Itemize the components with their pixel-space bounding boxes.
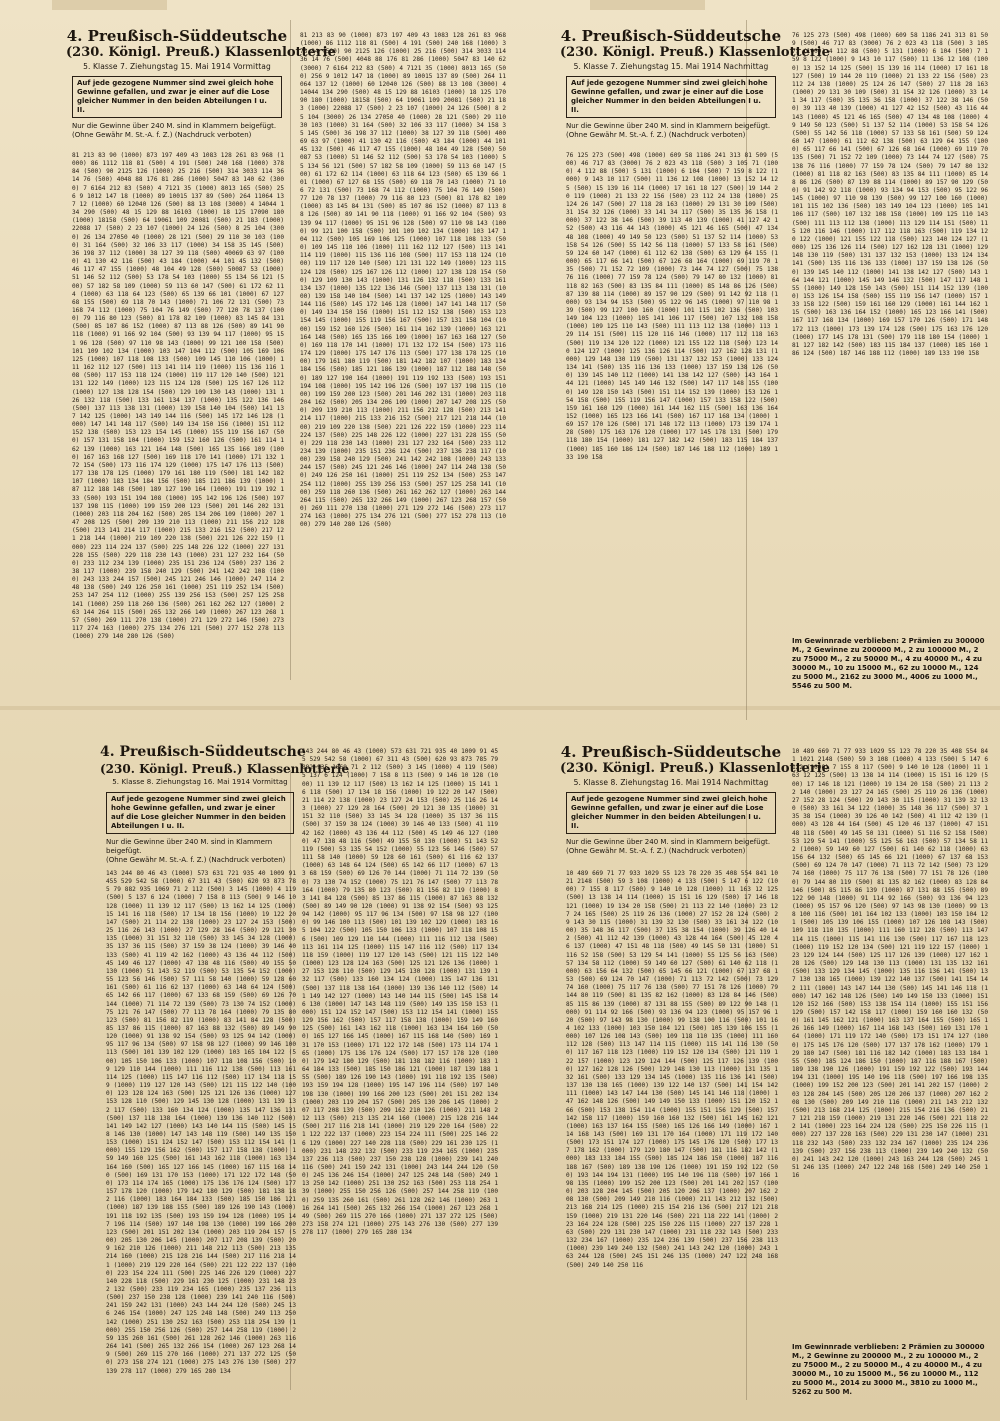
panel-subtitle: (230. Königl. Preuß.) Klassenlotterie	[66, 45, 336, 60]
winning-numbers-col: 10 489 669 71 77 933 1029 55 123 78 220 35 408 554 841 1021 2148 (500) 59 3 108 (1000) 4 133 (500) 5 147 6 122 (1000) 7 155 8 117 (500) 9 140 10 128 (1000) 11 163 12 125 (500) 13 138 14 114 (1000) 15 151 16 129 (500) 17 146 18 121 (1000) 19 134 20 158 (500) 21 113 22 140 (1000) 23 127 24 165 (500) 25 119 26 136 (1000) 27 152 28 124 (500) 29 143 30 115 (1000) 31 139 32 130 (500) 33 161 34 122 (1000) 35 148 36 117 (500) 37 135 38 154 (1000) 39 126 40 142 (500) 41 112 42 139 (1000) 43 128 44 164 (500) 45 120 46 137 (1000) 47 151 48 118 (500) 49 145 50 131 (1000) 51 116 52 158 (500) 53 129 54 141 (1000) 55 125 56 163 (500) 57 134 58 112 (1000) 59 149 60 127 (500) 61 140 62 118 (1000) 63 156 64 132 (500) 65 145 66 121 (1000) 67 137 68 153 (500) 69 124 70 147 (1000) 71 113 72 142 (500) 73 129 74 160 (1000) 75 117 76 138 (500) 77 151 78 126 (1000) 79 144 80 119 (500) 81 135 82 162 (1000) 83 128 84 146 (500) 85 115 86 139 (1000) 87 131 88 155 (500) 89 122 90 148 (1000) 91 114 92 166 (500) 93 136 94 123 (1000) 95 157 96 120 (500) 97 143 98 130 (1000) 99 138 100 116 (500) 101 164 102 133 (1000) 103 150 104 121 (500) 105 139 106 155 (1000) 107 126 108 143 (500) 109 118 110 135 (1000) 111 160 112 128 (500) 113 147 114 115 (1000) 115 141 116 130 (500) 117 167 118 123 (1000) 119 152 120 134 (500) 121 119 122 157 (1000) 123 129 124 144 (500) 125 117 126 139 (1000) 127 162 128 126 (500) 129 148 130 113 (1000) 131 135 132 161 (500) 133 129 134 145 (1000) 135 116 136 141 (500) 137 130 138 165 (1000) 139 122 140 137 (500) 141 154 142 111 (1000) 143 147 144 130 (500) 145 141 146 118 (1000) 147 162 148 126 (500) 149 149 150 133 (1000) 151 120 152 166 (500) 153 138 154 114 (1000) 155 151 156 129 (500) 157 142 158 117 (1000) 159 160 160 132 (500) 161 145 162 121 (1000) 163 137 164 155 (500) 165 126 166 149 (1000) 167 114 168 143 (500) 169 131 170 164 (1000) 171 119 172 140 (500) 173 151 174 127 (1000) 175 145 176 120 (500) 177 137 178 162 (1000) 179 129 180 147 (500) 181 116 182 142 (1000) 183 133 184 155 (500) 185 124 186 150 (1000) 187 116 188 167 (500) 189 138 190 126 (1000) 191 159 192 122 (500) 193 144 194 131 (1000) 195 140 196 118 (500) 197 166 198 135 (1000) 199 152 200 123 (500) 201 141 202 157 (1000) 203 128 204 145 (500) 205 120 206 137 (1000) 207 162 208 130 (500) 209 149 210 116 (1000) 211 143 212 132 (500) 213 168 214 125 (1000) 215 154 216 136 (500) 217 121 218 159 (1000) 219 131 220 146 (500) 221 118 222 141 (1000) 223 164 224 128 (500) 225 150 226 115 (1000) 227 137 228 163 (500) 229 131 230 147 (1000) 231 118 232 143 (500) 233 132 234 167 (1000) 235 124 236 139 (500) 237 156 238 113 (1000) 239 149 240 132 (500) 241 143 242 120 (1000) 243 163 244 128 (500) 245 151 246 135 (1000) 247 122 248 168 (500) 249 140 250 116	[566, 870, 778, 1269]
winning-numbers-col: 76 125 273 (500) 498 (1000) 609 58 1186 241 313 81 509 (500) 46 717 83 (3000) 76 2 023 43 118 (500) 3 105 71 (1000) 4 112 88 (500) 5 131 (1000) 6 104 (500) 7 159 8 122 (1000) 9 143 10 117 (500) 11 136 12 108 (1000) 13 152 14 125 (500) 15 139 16 114 (1000) 17 161 18 127 (500) 19 144 20 119 (1000) 21 133 22 156 (500) 23 112 24 138 (1000) 25 124 26 147 (500) 27 118 28 163 (1000) 29 131 30 109 (500) 31 154 32 126 (1000) 33 141 34 117 (500) 35 135 36 158 (1000) 37 122 38 146 (500) 39 113 40 139 (1000) 41 127 42 152 (500) 43 116 44 143 (1000) 45 121 46 165 (500) 47 134 48 108 (1000) 49 149 50 123 (500) 51 137 52 114 (1000) 53 158 54 126 (500) 55 142 56 118 (1000) 57 133 58 161 (500) 59 124 60 147 (1000) 61 112 62 138 (500) 63 129 64 155 (1000) 65 117 66 141 (500) 67 126 68 164 (1000) 69 119 70 135 (500) 71 152 72 109 (1000) 73 144 74 127 (500) 75 138 76 116 (1000) 77 159 78 124 (500) 79 147 80 132 (1000) 81 118 82 163 (500) 83 135 84 111 (1000) 85 148 86 126 (500) 87 139 88 114 (1000) 89 157 90 129 (500) 91 142 92 118 (1000) 93 134 94 153 (500) 95 122 96 145 (1000) 97 110 98 139 (500) 99 127 100 160 (1000) 101 115 102 136 (500) 103 149 104 123 (1000) 105 141 106 117 (500) 107 132 108 158 (1000) 109 125 110 143 (500) 111 113 112 138 (1000) 113 129 114 151 (500) 115 120 116 146 (1000) 117 112 118 163 (500) 119 134 120 122 (1000) 121 155 122 118 (500) 123 140 124 127 (1000) 125 136 126 114 (500) 127 162 128 131 (1000) 129 148 130 119 (500) 131 137 132 153 (1000) 133 124 134 141 (500) 135 116 136 133 (1000) 137 159 138 126 (500) 139 145 140 112 (1000) 141 138 142 127 (500) 143 164 144 121 (1000) 145 149 146 132 (500) 147 117 148 155 (1000) 149 128 150 143 (500) 151 114 152 139 (1000) 153 126 154 158 (500) 155 119 156 147 (1000) 157 133 158 122 (500) 159 161 160 129 (1000) 161 144 162 115 (500) 163 136 164 152 (1000) 165 123 166 141 (500) 167 117 168 134 (1000) 169 157 170 126 (500) 171 148 172 113 (1000) 173 139 174 128 (500) 175 163 176 120 (1000) 177 145 178 131 (500) 179 118 180 154 (1000) 181 127 182 142 (500) 183 115 184 137 (1000) 185 160 186 124 (500) 187 146 188 112 (1000) 189 133 190 158	[792, 32, 988, 358]
panel-subtitle: (230. Königl. Preuß.) Klassenlotterie	[560, 45, 830, 60]
panel-header	[66, 28, 336, 72]
panel-note: (Ohne Gewähr M. St.-A. f. Z.) (Nachdruck verboten)	[566, 847, 746, 855]
winning-numbers-col: 81 213 83 90 (1000) 873 197 409 43 1083 128 261 83 968 (1000) 86 1112 118 81 (500) 4 191 (500) 240 168 (1000) 378 84 (500) 90 2125 126 (1000) 25 216 (500) 314 3033 114 36 14 76 (500) 4048 88 176 81 286 (1000) 5047 83 140 62 (3000) 7 6164 212 83 (500) 4 7121 35 (1000) 8013 165 (500) 256 9 1012 147 18 (1000) 89 10015 137 89 (500) 264 11064 137 12 (1000) 60 12040 126 (500) 88 13 108 (3000) 4 14044 134 290 (500) 48 15 129 88 16103 (1000) 18 125 17090 180 (1000) 18158 (500) 64 19061 109 20081 (500) 21 183 (1000) 22088 17 (500) 2 23 107 (1000) 24 126 (500) 8 25 104 (3000) 26 134 27050 40 (1000) 28 121 (500) 29 110 30 103 (1000) 31 164 (500) 32 106 33 117 (1000) 34 158 35 145 (500) 36 198 37 112 (1000) 38 127 39 118 (500) 40069 63 97 (1000) 41 130 42 116 (500) 43 184 (1000) 44 101 45 132 (500) 46 117 47 155 (1000) 48 104 49 128 (500) 50087 53 (1000) 51 146 52 112 (500) 53 178 54 103 (1000) 55 134 56 121 (500) 57 182 58 109 (1000) 59 113 60 147 (500) 61 172 62 114 (1000) 63 118 64 123 (500) 65 139 66 101 (1000) 67 127 68 155 (500) 69 118 70 143 (1000) 71 106 72 131 (500) 73 168 74 112 (1000) 75 104 76 149 (500) 77 120 78 137 (1000) 79 116 80 123 (500) 81 178 82 109 (1000) 83 145 84 131 (500) 85 107 86 152 (1000) 87 113 88 126 (500) 89 141 90 118 (1000) 91 166 92 104 (500) 93 139 94 117 (1000) 95 151 96 128 (500) 97 110 98 143 (1000) 99 121 100 158 (500) 101 109 102 134 (1000) 103 147 104 112 (500) 105 169 106 125 (1000) 107 118 108 133 (500) 109 145 110 106 (1000) 111 162 112 127 (500) 113 141 114 119 (1000) 115 136 116 108 (500) 117 153 118 124 (1000) 119 117 120 140 (500) 121 131 122 149 (1000) 123 115 124 128 (500) 125 167 126 112 (1000) 127 138 128 154 (500) 129 109 130 143 (1000) 131 126 132 118 (500) 133 161 134 137 (1000) 135 122 136 146 (500) 137 113 138 131 (1000) 139 158 140 104 (500) 141 137 142 125 (1000) 143 149 144 116 (500) 145 172 146 128 (1000) 147 141 148 117 (500) 149 134 150 156 (1000) 151 112 152 138 (500) 153 123 154 145 (1000) 155 119 156 167 (500) 157 131 158 104 (1000) 159 152 160 126 (500) 161 114 162 139 (1000) 163 121 164 148 (500) 165 135 166 109 (1000) 167 163 168 127 (500) 169 118 170 141 (1000) 171 132 172 154 (500) 173 116 174 129 (1000) 175 147 176 113 (500) 177 138 178 125 (1000) 179 161 180 119 (500) 181 142 182 107 (1000) 183 134 184 156 (500) 185 121 186 139 (1000) 187 112 188 148 (500) 189 127 190 164 (1000) 191 119 192 133 (500) 193 151 194 108 (1000) 195 142 196 126 (500) 197 137 198 115 (1000) 199 159 200 123 (500) 201 146 202 131 (1000) 203 118 204 162 (500) 205 134 206 109 (1000) 207 147 208 125 (500) 209 139 210 113 (1000) 211 156 212 128 (500) 213 141 214 117 (1000) 215 133 216 152 (500) 217 121 218 144 (1000) 219 109 220 138 (500) 221 126 222 159 (1000) 223 114 224 137 (500) 225 148 226 122 (1000) 227 131 228 155 (500) 229 118 230 143 (1000) 231 127 232 164 (500) 233 112 234 139 (1000) 235 151 236 124 (500) 237 136 238 117 (1000) 239 158 240 129 (500) 241 142 242 108 (1000) 243 133 244 157 (500) 245 121 246 146 (1000) 247 114 248 138 (500) 249 126 250 161 (1000) 251 119 252 134 (500) 253 147 254 112 (1000) 255 139 256 153 (500) 257 125 258 141 (1000) 259 118 260 136 (500) 261 162 262 127 (1000) 263 144 264 115 (500) 265 132 266 149 (1000) 267 123 268 157 (500) 269 111 270 138 (1000) 271 129 272 146 (500) 273 117 274 163 (1000) 275 134 276 121 (500) 277 152 278 113 (1000) 279 140 280 126 (500)	[72, 152, 284, 641]
panel-note: Nur die Gewinne über 240 M. sind in Klammern beigefügt.	[72, 122, 277, 130]
winning-numbers-col: 143 244 80 46 43 (1000) 573 631 721 935 40 1009 91 455 529 542 58 (1000) 67 311 43 (500) 620 93 873 785 79 882 935 1069 71 2 112 (500) 3 145 (1000) 4 119 (500) 5 137 6 124 (1000) 7 158 8 113 (500) 9 146 10 128 (1000) 11 139 12 117 (500) 13 162 14 125 (1000) 15 141 16 118 (500) 17 134 18 156 (1000) 19 122 20 147 (500) 21 114 22 138 (1000) 23 127 24 153 (500) 25 116 26 143 (1000) 27 129 28 164 (500) 29 121 30 135 (1000) 31 151 32 110 (500) 33 145 34 128 (1000) 35 137 36 115 (500) 37 159 38 124 (1000) 39 146 40 133 (500) 41 119 42 162 (1000) 43 136 44 112 (500) 45 149 46 127 (1000) 47 138 48 116 (500) 49 155 50 130 (1000) 51 143 52 119 (500) 53 135 54 152 (1000) 55 123 56 146 (500) 57 111 58 140 (1000) 59 128 60 161 (500) 61 116 62 137 (1000) 63 148 64 124 (500) 65 142 66 117 (1000) 67 133 68 159 (500) 69 126 70 144 (1000) 71 114 72 139 (500) 73 130 74 152 (1000) 75 121 76 147 (500) 77 113 78 164 (1000) 79 135 80 123 (500) 81 156 82 119 (1000) 83 141 84 128 (500) 85 137 86 115 (1000) 87 163 88 132 (500) 89 149 90 120 (1000) 91 138 92 154 (500) 93 125 94 142 (1000) 95 117 96 134 (500) 97 158 98 127 (1000) 99 146 100 113 (500) 101 139 102 129 (1000) 103 165 104 122 (500) 105 150 106 133 (1000) 107 118 108 156 (500) 109 129 110 144 (1000) 111 116 112 138 (500) 113 161 114 125 (1000) 115 147 116 112 (500) 117 134 118 159 (1000) 119 127 120 143 (500) 121 115 122 140 (1000) 123 128 124 163 (500) 125 121 126 136 (1000) 127 153 128 110 (500) 129 145 130 128 (1000) 131 139 132 117 (500) 133 160 134 124 (1000) 135 147 136 131 (500) 137 118 138 164 (1000) 139 136 140 112 (500) 141 149 142 127 (1000) 143 140 144 115 (500) 145 158 146 130 (1000) 147 143 148 119 (500) 149 135 150 153 (1000) 151 124 152 147 (500) 153 112 154 141 (1000) 155 129 156 162 (500) 157 117 158 138 (1000) 159 149 160 125 (500) 161 143 162 118 (1000) 163 134 164 160 (500) 165 127 166 145 (1000) 167 115 168 140 (500) 169 131 170 153 (1000) 171 122 172 148 (500) 173 114 174 165 (1000) 175 136 176 124 (500) 177 157 178 120 (1000) 179 142 180 129 (500) 181 138 182 116 (1000) 183 164 184 133 (500) 185 150 186 121 (1000) 187 139 188 155 (500) 189 126 190 143 (1000) 191 118 192 135 (500) 193 159 194 128 (1000) 195 147 196 114 (500) 197 140 198 130 (1000) 199 166 200 123 (500) 201 151 202 134 (1000) 203 119 204 157 (500) 205 130 206 145 (1000) 207 117 208 139 (500) 209 162 210 126 (1000) 211 148 212 113 (500) 213 135 214 160 (1000) 215 128 216 144 (500) 217 116 218 141 (1000) 219 129 220 164 (500) 221 122 222 137 (1000) 223 154 224 111 (500) 225 146 226 129 (1000) 227 140 228 118 (500) 229 161 230 125 (1000) 231 148 232 132 (500) 233 119 234 165 (1000) 235 137 236 113 (500) 237 150 238 128 (1000) 239 141 240 116 (500) 241 159 242 131 (1000) 243 144 244 120 (500) 245 136 246 154 (1000) 247 125 248 148 (500) 249 113 250 142 (1000) 251 130 252 163 (500) 253 118 254 139 (1000) 255 150 256 126 (500) 257 144 258 119 (1000) 259 135 260 161 (500) 261 128 262 146 (1000) 263 116 264 141 (500) 265 132 266 154 (1000) 267 123 268 149 (500) 269 115 270 166 (1000) 271 137 272 125 (500) 273 158 274 121 (1000) 275 143 276 130 (500) 277 139 278 117 (1000) 279 165 280 134	[302, 748, 498, 1237]
panel-subtitle: (230. Königl. Preuß.) Klassenlotterie	[100, 762, 350, 776]
panel-note: (Ohne Gewähr M. St.-A. f. Z.) (Nachdruck verboten)	[106, 856, 286, 864]
remaining-prizes: Im Gewinnrade verblieben: 2 Prämien zu 300000 M., 2 Gewinne zu 200000 M., 2 zu 100000 M., 2 zu 75000 M., 2 zu 50000 M., 4 zu 40000 M., 4 zu 30000 M., 10 zu 15000 M., 56 zu 10000 M., 112 zu 5000 M., 2014 zu 3000 M., 3810 zu 1000 M., 5262 zu 500 M.	[792, 1343, 985, 1396]
panel-note: Nur die Gewinne über 240 M. sind in Klammern beigefügt.	[566, 122, 771, 130]
paper-tab	[590, 0, 705, 10]
panel-header	[100, 744, 350, 788]
panel-subtitle: (230. Königl. Preuß.) Klassenlotterie	[560, 761, 830, 776]
panel-notice: Auf jede gezogene Nummer sind zwei gleich hohe Gewinne gefallen, und zwar je einer auf die Lose gleicher Nummer in den beiden Abteilungen I u. II.	[566, 76, 776, 118]
panel-header	[560, 744, 830, 788]
remaining-prizes: Im Gewinnrade verblieben: 2 Prämien zu 300000 M., 2 Gewinne zu 200000 M., 2 zu 100000 M., 2 zu 75000 M., 2 zu 50000 M., 4 zu 40000 M., 4 zu 30000 M., 10 zu 15000 M., 62 zu 10000 M., 124 zu 5000 M., 2162 zu 3000 M., 4006 zu 1000 M., 5546 zu 500 M.	[792, 637, 985, 690]
winning-numbers-col: 76 125 273 (500) 498 (1000) 609 58 1186 241 313 81 509 (500) 46 717 83 (3000) 76 2 023 43 118 (500) 3 105 71 (1000) 4 112 88 (500) 5 131 (1000) 6 104 (500) 7 159 8 122 (1000) 9 143 10 117 (500) 11 136 12 108 (1000) 13 152 14 125 (500) 15 139 16 114 (1000) 17 161 18 127 (500) 19 144 20 119 (1000) 21 133 22 156 (500) 23 112 24 138 (1000) 25 124 26 147 (500) 27 118 28 163 (1000) 29 131 30 109 (500) 31 154 32 126 (1000) 33 141 34 117 (500) 35 135 36 158 (1000) 37 122 38 146 (500) 39 113 40 139 (1000) 41 127 42 152 (500) 43 116 44 143 (1000) 45 121 46 165 (500) 47 134 48 108 (1000) 49 149 50 123 (500) 51 137 52 114 (1000) 53 158 54 126 (500) 55 142 56 118 (1000) 57 133 58 161 (500) 59 124 60 147 (1000) 61 112 62 138 (500) 63 129 64 155 (1000) 65 117 66 141 (500) 67 126 68 164 (1000) 69 119 70 135 (500) 71 152 72 109 (1000) 73 144 74 127 (500) 75 138 76 116 (1000) 77 159 78 124 (500) 79 147 80 132 (1000) 81 118 82 163 (500) 83 135 84 111 (1000) 85 148 86 126 (500) 87 139 88 114 (1000) 89 157 90 129 (500) 91 142 92 118 (1000) 93 134 94 153 (500) 95 122 96 145 (1000) 97 110 98 139 (500) 99 127 100 160 (1000) 101 115 102 136 (500) 103 149 104 123 (1000) 105 141 106 117 (500) 107 132 108 158 (1000) 109 125 110 143 (500) 111 113 112 138 (1000) 113 129 114 151 (500) 115 120 116 146 (1000) 117 112 118 163 (500) 119 134 120 122 (1000) 121 155 122 118 (500) 123 140 124 127 (1000) 125 136 126 114 (500) 127 162 128 131 (1000) 129 148 130 119 (500) 131 137 132 153 (1000) 133 124 134 141 (500) 135 116 136 133 (1000) 137 159 138 126 (500) 139 145 140 112 (1000) 141 138 142 127 (500) 143 164 144 121 (1000) 145 149 146 132 (500) 147 117 148 155 (1000) 149 128 150 143 (500) 151 114 152 139 (1000) 153 126 154 158 (500) 155 119 156 147 (1000) 157 133 158 122 (500) 159 161 160 129 (1000) 161 144 162 115 (500) 163 136 164 152 (1000) 165 123 166 141 (500) 167 117 168 134 (1000) 169 157 170 126 (500) 171 148 172 113 (1000) 173 139 174 128 (500) 175 163 176 120 (1000) 177 145 178 131 (500) 179 118 180 154 (1000) 181 127 182 142 (500) 183 115 184 137 (1000) 185 160 186 124 (500) 187 146 188 112 (1000) 189 133 190 158	[566, 152, 778, 461]
winning-numbers-col: 81 213 83 90 (1000) 873 197 409 43 1083 128 261 83 968 (1000) 86 1112 118 81 (500) 4 191 (500) 240 168 (1000) 378 84 (500) 90 2125 126 (1000) 25 216 (500) 314 3033 114 36 14 76 (500) 4048 88 176 81 286 (1000) 5047 83 140 62 (3000) 7 6164 212 83 (500) 4 7121 35 (1000) 8013 165 (500) 256 9 1012 147 18 (1000) 89 10015 137 89 (500) 264 11064 137 12 (1000) 60 12040 126 (500) 88 13 108 (3000) 4 14044 134 290 (500) 48 15 129 88 16103 (1000) 18 125 17090 180 (1000) 18158 (500) 64 19061 109 20081 (500) 21 183 (1000) 22088 17 (500) 2 23 107 (1000) 24 126 (500) 8 25 104 (3000) 26 134 27050 40 (1000) 28 121 (500) 29 110 30 103 (1000) 31 164 (500) 32 106 33 117 (1000) 34 158 35 145 (500) 36 198 37 112 (1000) 38 127 39 118 (500) 40069 63 97 (1000) 41 130 42 116 (500) 43 184 (1000) 44 101 45 132 (500) 46 117 47 155 (1000) 48 104 49 128 (500) 50087 53 (1000) 51 146 52 112 (500) 53 178 54 103 (1000) 55 134 56 121 (500) 57 182 58 109 (1000) 59 113 60 147 (500) 61 172 62 114 (1000) 63 118 64 123 (500) 65 139 66 101 (1000) 67 127 68 155 (500) 69 118 70 143 (1000) 71 106 72 131 (500) 73 168 74 112 (1000) 75 104 76 149 (500) 77 120 78 137 (1000) 79 116 80 123 (500) 81 178 82 109 (1000) 83 145 84 131 (500) 85 107 86 152 (1000) 87 113 88 126 (500) 89 141 90 118 (1000) 91 166 92 104 (500) 93 139 94 117 (1000) 95 151 96 128 (500) 97 110 98 143 (1000) 99 121 100 158 (500) 101 109 102 134 (1000) 103 147 104 112 (500) 105 169 106 125 (1000) 107 118 108 133 (500) 109 145 110 106 (1000) 111 162 112 127 (500) 113 141 114 119 (1000) 115 136 116 108 (500) 117 153 118 124 (1000) 119 117 120 140 (500) 121 131 122 149 (1000) 123 115 124 128 (500) 125 167 126 112 (1000) 127 138 128 154 (500) 129 109 130 143 (1000) 131 126 132 118 (500) 133 161 134 137 (1000) 135 122 136 146 (500) 137 113 138 131 (1000) 139 158 140 104 (500) 141 137 142 125 (1000) 143 149 144 116 (500) 145 172 146 128 (1000) 147 141 148 117 (500) 149 134 150 156 (1000) 151 112 152 138 (500) 153 123 154 145 (1000) 155 119 156 167 (500) 157 131 158 104 (1000) 159 152 160 126 (500) 161 114 162 139 (1000) 163 121 164 148 (500) 165 135 166 109 (1000) 167 163 168 127 (500) 169 118 170 141 (1000) 171 132 172 154 (500) 173 116 174 129 (1000) 175 147 176 113 (500) 177 138 178 125 (1000) 179 161 180 119 (500) 181 142 182 107 (1000) 183 134 184 156 (500) 185 121 186 139 (1000) 187 112 188 148 (500) 189 127 190 164 (1000) 191 119 192 133 (500) 193 151 194 108 (1000) 195 142 196 126 (500) 197 137 198 115 (1000) 199 159 200 123 (500) 201 146 202 131 (1000) 203 118 204 162 (500) 205 134 206 109 (1000) 207 147 208 125 (500) 209 139 210 113 (1000) 211 156 212 128 (500) 213 141 214 117 (1000) 215 133 216 152 (500) 217 121 218 144 (1000) 219 109 220 138 (500) 221 126 222 159 (1000) 223 114 224 137 (500) 225 148 226 122 (1000) 227 131 228 155 (500) 229 118 230 143 (1000) 231 127 232 164 (500) 233 112 234 139 (1000) 235 151 236 124 (500) 237 136 238 117 (1000) 239 158 240 129 (500) 241 142 242 108 (1000) 243 133 244 157 (500) 245 121 246 146 (1000) 247 114 248 138 (500) 249 126 250 161 (1000) 251 119 252 134 (500) 253 147 254 112 (1000) 255 139 256 153 (500) 257 125 258 141 (1000) 259 118 260 136 (500) 261 162 262 127 (1000) 263 144 264 115 (500) 265 132 266 149 (1000) 267 123 268 157 (500) 269 111 270 138 (1000) 271 129 272 146 (500) 273 117 274 163 (1000) 275 134 276 121 (500) 277 152 278 113 (1000) 279 140 280 126 (500)	[300, 32, 506, 529]
panel-title: 4. Preußisch-Süddeutsche	[66, 28, 288, 45]
paper-tab	[52, 0, 167, 10]
panel-dateline: 5. Klasse 8. Ziehungstag 16. Mai 1914 Nachmittag	[573, 778, 769, 787]
panel-dateline: 5. Klasse 7. Ziehungstag 15. Mai 1914 Nachmittag	[573, 62, 769, 71]
lottery-panel-1	[66, 28, 506, 668]
panel-dateline: 5. Klasse 7. Ziehungstag 15. Mai 1914 Vormittag	[83, 62, 271, 71]
panel-header	[560, 28, 830, 72]
panel-note: (Ohne Gewähr M. St.-A. f. Z.) (Nachdruck verboten)	[566, 131, 746, 139]
panel-note: (Ohne Gewähr M. St.-A. f. Z.) (Nachdruck verboten)	[72, 131, 252, 139]
panel-title: 4. Preußisch-Süddeutsche	[560, 28, 782, 45]
lottery-panel-3	[100, 744, 500, 1404]
lottery-panel-2	[560, 28, 990, 708]
winning-numbers-col: 10 489 669 71 77 933 1029 55 123 78 220 35 408 554 841 1021 2148 (500) 59 3 108 (1000) 4 133 (500) 5 147 6 122 (1000) 7 155 8 117 (500) 9 140 10 128 (1000) 11 163 12 125 (500) 13 138 14 114 (1000) 15 151 16 129 (500) 17 146 18 121 (1000) 19 134 20 158 (500) 21 113 22 140 (1000) 23 127 24 165 (500) 25 119 26 136 (1000) 27 152 28 124 (500) 29 143 30 115 (1000) 31 139 32 130 (500) 33 161 34 122 (1000) 35 148 36 117 (500) 37 135 38 154 (1000) 39 126 40 142 (500) 41 112 42 139 (1000) 43 128 44 164 (500) 45 120 46 137 (1000) 47 151 48 118 (500) 49 145 50 131 (1000) 51 116 52 158 (500) 53 129 54 141 (1000) 55 125 56 163 (500) 57 134 58 112 (1000) 59 149 60 127 (500) 61 140 62 118 (1000) 63 156 64 132 (500) 65 145 66 121 (1000) 67 137 68 153 (500) 69 124 70 147 (1000) 71 113 72 142 (500) 73 129 74 160 (1000) 75 117 76 138 (500) 77 151 78 126 (1000) 79 144 80 119 (500) 81 135 82 162 (1000) 83 128 84 146 (500) 85 115 86 139 (1000) 87 131 88 155 (500) 89 122 90 148 (1000) 91 114 92 166 (500) 93 136 94 123 (1000) 95 157 96 120 (500) 97 143 98 130 (1000) 99 138 100 116 (500) 101 164 102 133 (1000) 103 150 104 121 (500) 105 139 106 155 (1000) 107 126 108 143 (500) 109 118 110 135 (1000) 111 160 112 128 (500) 113 147 114 115 (1000) 115 141 116 130 (500) 117 167 118 123 (1000) 119 152 120 134 (500) 121 119 122 157 (1000) 123 129 124 144 (500) 125 117 126 139 (1000) 127 162 128 126 (500) 129 148 130 113 (1000) 131 135 132 161 (500) 133 129 134 145 (1000) 135 116 136 141 (500) 137 130 138 165 (1000) 139 122 140 137 (500) 141 154 142 111 (1000) 143 147 144 130 (500) 145 141 146 118 (1000) 147 162 148 126 (500) 149 149 150 133 (1000) 151 120 152 166 (500) 153 138 154 114 (1000) 155 151 156 129 (500) 157 142 158 117 (1000) 159 160 160 132 (500) 161 145 162 121 (1000) 163 137 164 155 (500) 165 126 166 149 (1000) 167 114 168 143 (500) 169 131 170 164 (1000) 171 119 172 140 (500) 173 151 174 127 (1000) 175 145 176 120 (500) 177 137 178 162 (1000) 179 129 180 147 (500) 181 116 182 142 (1000) 183 133 184 155 (500) 185 124 186 150 (1000) 187 116 188 167 (500) 189 138 190 126 (1000) 191 159 192 122 (500) 193 144 194 131 (1000) 195 140 196 118 (500) 197 166 198 135 (1000) 199 152 200 123 (500) 201 141 202 157 (1000) 203 128 204 145 (500) 205 120 206 137 (1000) 207 162 208 130 (500) 209 149 210 116 (1000) 211 143 212 132 (500) 213 168 214 125 (1000) 215 154 216 136 (500) 217 121 218 159 (1000) 219 131 220 146 (500) 221 118 222 141 (1000) 223 164 224 128 (500) 225 150 226 115 (1000) 227 137 228 163 (500) 229 131 230 147 (1000) 231 118 232 143 (500) 233 132 234 167 (1000) 235 124 236 139 (500) 237 156 238 113 (1000) 239 149 240 132 (500) 241 143 242 120 (1000) 243 163 244 128 (500) 245 151 246 135 (1000) 247 122 248 168 (500) 249 140 250 116	[792, 748, 988, 1180]
panel-dateline: 5. Klasse 8. Ziehungstag 16. Mai 1914 Vormittag	[112, 778, 288, 786]
panel-notice: Auf jede gezogene Nummer sind zwei gleich hohe Gewinne gefallen, und zwar je einer auf die Lose gleicher Nummer in den beiden Abteilungen I u. II.	[106, 792, 294, 834]
winning-numbers-col: 143 244 80 46 43 (1000) 573 631 721 935 40 1009 91 455 529 542 58 (1000) 67 311 43 (500) 620 93 873 785 79 882 935 1069 71 2 112 (500) 3 145 (1000) 4 119 (500) 5 137 6 124 (1000) 7 158 8 113 (500) 9 146 10 128 (1000) 11 139 12 117 (500) 13 162 14 125 (1000) 15 141 16 118 (500) 17 134 18 156 (1000) 19 122 20 147 (500) 21 114 22 138 (1000) 23 127 24 153 (500) 25 116 26 143 (1000) 27 129 28 164 (500) 29 121 30 135 (1000) 31 151 32 110 (500) 33 145 34 128 (1000) 35 137 36 115 (500) 37 159 38 124 (1000) 39 146 40 133 (500) 41 119 42 162 (1000) 43 136 44 112 (500) 45 149 46 127 (1000) 47 138 48 116 (500) 49 155 50 130 (1000) 51 143 52 119 (500) 53 135 54 152 (1000) 55 123 56 146 (500) 57 111 58 140 (1000) 59 128 60 161 (500) 61 116 62 137 (1000) 63 148 64 124 (500) 65 142 66 117 (1000) 67 133 68 159 (500) 69 126 70 144 (1000) 71 114 72 139 (500) 73 130 74 152 (1000) 75 121 76 147 (500) 77 113 78 164 (1000) 79 135 80 123 (500) 81 156 82 119 (1000) 83 141 84 128 (500) 85 137 86 115 (1000) 87 163 88 132 (500) 89 149 90 120 (1000) 91 138 92 154 (500) 93 125 94 142 (1000) 95 117 96 134 (500) 97 158 98 127 (1000) 99 146 100 113 (500) 101 139 102 129 (1000) 103 165 104 122 (500) 105 150 106 133 (1000) 107 118 108 156 (500) 109 129 110 144 (1000) 111 116 112 138 (500) 113 161 114 125 (1000) 115 147 116 112 (500) 117 134 118 159 (1000) 119 127 120 143 (500) 121 115 122 140 (1000) 123 128 124 163 (500) 125 121 126 136 (1000) 127 153 128 110 (500) 129 145 130 128 (1000) 131 139 132 117 (500) 133 160 134 124 (1000) 135 147 136 131 (500) 137 118 138 164 (1000) 139 136 140 112 (500) 141 149 142 127 (1000) 143 140 144 115 (500) 145 158 146 130 (1000) 147 143 148 119 (500) 149 135 150 153 (1000) 151 124 152 147 (500) 153 112 154 141 (1000) 155 129 156 162 (500) 157 117 158 138 (1000) 159 149 160 125 (500) 161 143 162 118 (1000) 163 134 164 160 (500) 165 127 166 145 (1000) 167 115 168 140 (500) 169 131 170 153 (1000) 171 122 172 148 (500) 173 114 174 165 (1000) 175 136 176 124 (500) 177 157 178 120 (1000) 179 142 180 129 (500) 181 138 182 116 (1000) 183 164 184 133 (500) 185 150 186 121 (1000) 187 139 188 155 (500) 189 126 190 143 (1000) 191 118 192 135 (500) 193 159 194 128 (1000) 195 147 196 114 (500) 197 140 198 130 (1000) 199 166 200 123 (500) 201 151 202 134 (1000) 203 119 204 157 (500) 205 130 206 145 (1000) 207 117 208 139 (500) 209 162 210 126 (1000) 211 148 212 113 (500) 213 135 214 160 (1000) 215 128 216 144 (500) 217 116 218 141 (1000) 219 129 220 164 (500) 221 122 222 137 (1000) 223 154 224 111 (500) 225 146 226 129 (1000) 227 140 228 118 (500) 229 161 230 125 (1000) 231 148 232 132 (500) 233 119 234 165 (1000) 235 137 236 113 (500) 237 150 238 128 (1000) 239 141 240 116 (500) 241 159 242 131 (1000) 243 144 244 120 (500) 245 136 246 154 (1000) 247 125 248 148 (500) 249 113 250 142 (1000) 251 130 252 163 (500) 253 118 254 139 (1000) 255 150 256 126 (500) 257 144 258 119 (1000) 259 135 260 161 (500) 261 128 262 146 (1000) 263 116 264 141 (500) 265 132 266 154 (1000) 267 123 268 149 (500) 269 115 270 166 (1000) 271 137 272 125 (500) 273 158 274 121 (1000) 275 143 276 130 (500) 277 139 278 117 (1000) 279 165 280 134	[106, 870, 296, 1375]
panel-note: Nur die Gewinne über 240 M. sind in Klammern beigefügt.	[566, 838, 771, 846]
lottery-panel-4	[560, 744, 990, 1404]
panel-notice: Auf jede gezogene Nummer sind zwei gleich hohe Gewinne gefallen, und zwar je einer auf die Lose gleicher Nummer in den beiden Abteilungen I u. II.	[566, 792, 776, 834]
panel-title: 4. Preußisch-Süddeutsche	[560, 744, 782, 761]
panel-notice: Auf jede gezogene Nummer sind zwei gleich hohe Gewinne gefallen, und zwar je einer auf die Lose gleicher Nummer in den beiden Abteilungen I u. II.	[72, 76, 282, 118]
panel-note: Nur die Gewinne über 240 M. sind in Klammern beigefügt.	[106, 838, 273, 855]
panel-title: 4. Preußisch-Süddeutsche	[100, 744, 306, 760]
